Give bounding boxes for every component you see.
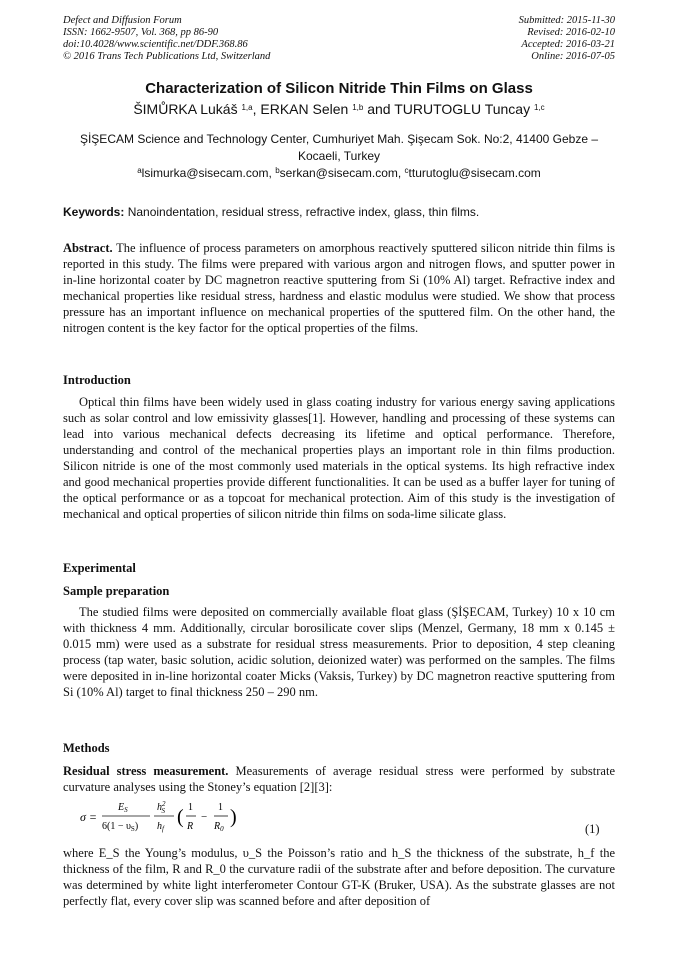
methods-heading: Methods	[63, 741, 110, 755]
eq-den2: $h_f$	[157, 821, 164, 833]
eq-one-b: 1	[218, 802, 223, 813]
journal-header-left	[63, 15, 270, 63]
keywords	[63, 205, 615, 219]
email-c[interactable]: tturutoglu@sisecam.com	[408, 166, 541, 180]
equation-number: (1)	[585, 822, 600, 836]
eq-r0: $R_0$	[214, 821, 224, 833]
author-3: and TURUTOGLU Tuncay	[363, 101, 534, 117]
abstract-text: The influence of process parameters on amorphous reactively sputtered silicon nitride thin films is reported in this study. The films were prepared with various argon and nitrogen flows, and sputter power in in-line horizontal coater by DC magnetron reactive sputtering from Si (10% Al) target. Refractive index and mechanical properties like residual stress, hardness and elastic modulus were studied. We show that process pressure has an important influence on mechanical properties of the sputtered film. On the other hand, the nitrogen content is the key factor for the optical properties of the films.	[63, 241, 615, 335]
author-1: ŠIMŮRKA Lukáš	[133, 101, 242, 117]
sample-preparation-heading: Sample preparation	[63, 584, 170, 598]
email-b-marker: b	[275, 166, 280, 175]
eq-paren-open: (	[177, 806, 184, 828]
introduction-heading: Introduction	[63, 373, 131, 387]
eq-one-a: 1	[188, 802, 193, 813]
copyright: © 2016 Trans Tech Publications Ltd, Switzerland	[63, 51, 271, 62]
eq-paren-close: )	[230, 806, 237, 828]
accepted-date: Accepted: 2016-03-21	[521, 39, 615, 50]
residual-stress-label: Residual stress measurement.	[63, 764, 229, 778]
eq-num2: $h^2$ S	[157, 800, 166, 815]
affiliation: ŞİŞECAM Science and Technology Center, Cumhuriyet Mah. Şişecam Sok. No:2, 41400 Gebze – Kocaeli, Turkey	[79, 132, 599, 163]
residual-stress-paragraph	[63, 763, 615, 795]
eq-num1: $E_S$	[118, 802, 128, 814]
keywords-label: Keywords:	[63, 205, 125, 219]
equation-explanation: where E_S the Young’s modulus, υ_S the Poisson’s ratio and h_S the thickness of the substrate, h_f the thickness of the film, R and R_0 the curvature radii of the substrate after and before deposition. The curvature was determined by white light interferometer Contour GT-K (Bruker, USA). As the substrate glasses are not perfectly flat, every cover slip was scanned before and after deposition of	[63, 846, 615, 908]
paper-title: Characterization of Silicon Nitride Thin Films on Glass	[145, 80, 533, 97]
stoney-equation	[80, 796, 280, 836]
journal-name: Defect and Diffusion Forum	[63, 15, 182, 26]
revised-date: Revised: 2016-02-10	[527, 27, 615, 38]
sample-preparation-text: The studied films were deposited on commercially available float glass (ŞİŞECAM, Turkey) 10 x 10 cm with thickness 4 mm. Additionally, circular borosilicate cover slips (Menzel, Germany, 18 mm x 0.145 ± 0.015 mm) were used as a substrate for residual stress measurements. Prior to deposition, 4 step cleaning process (tap water, basic solution, acidic solution, deionized water) was performed on the samples. The films were deposited in in-line horizontal coater Micks (Vaksis, Turkey) by DC magnetron reactive sputtering from Si (10% Al) target to final thickness 250 – 290 nm.	[63, 605, 615, 699]
email-b[interactable]: serkan@sisecam.com,	[279, 166, 405, 180]
author-1-affiliation: 1,a	[241, 103, 253, 112]
eq-minus: −	[201, 811, 208, 823]
keywords-text: Nanoindentation, residual stress, refractive index, glass, thin films.	[124, 205, 480, 219]
abstract-label: Abstract.	[63, 241, 113, 255]
issn: ISSN: 1662-9507, Vol. 368, pp 86-90	[63, 27, 219, 38]
email-list	[0, 166, 678, 180]
author-2: , ERKAN Selen	[252, 101, 353, 117]
experimental-heading: Experimental	[63, 561, 136, 575]
doi[interactable]: doi:10.4028/www.scientific.net/DDF.368.86	[63, 39, 248, 50]
email-c-marker: c	[404, 166, 409, 175]
abstract	[63, 240, 615, 336]
online-date: Online: 2016-07-05	[531, 51, 615, 62]
residual-stress-text: Measurements of average residual stress were performed by substrate curvature analyses using the Stoney’s equation [2][3]:	[63, 764, 615, 794]
author-3-affiliation: 1,c	[534, 103, 545, 112]
journal-header-right	[519, 15, 615, 63]
submitted-date: Submitted: 2015-11-30	[518, 15, 615, 26]
author-2-affiliation: 1,b	[352, 103, 364, 112]
introduction-text: Optical thin films have been widely used in glass coating industry for various energy saving applications such as solar control and low emissivity glasses[1]. However, handling and processing of these systems can lead into various mechanical defects decreasing its lifetime and optical performance. Therefore, understanding and control of the mechanical properties plays an important role in thin films production. Silicon nitride is one of the most commonly used materials in the optical systems. Its high refractive index and good mechanical properties provide different functionalities. It can be used as a buffer layer for tuning of the optical performance or as a topcoat for mechanical protection. Aim of this study is the investigation of mechanical and optical properties of silicon nitride thin films on soda-lime silicate glass.	[63, 395, 615, 521]
eq-sigma: σ =	[80, 810, 98, 824]
eq-r: R	[187, 821, 194, 832]
eq-den1: $6(1 - \upsilon_S)$	[102, 821, 139, 833]
email-a[interactable]: lsimurka@sisecam.com,	[141, 166, 276, 180]
author-list	[0, 101, 678, 117]
email-a-marker: a	[137, 166, 142, 175]
